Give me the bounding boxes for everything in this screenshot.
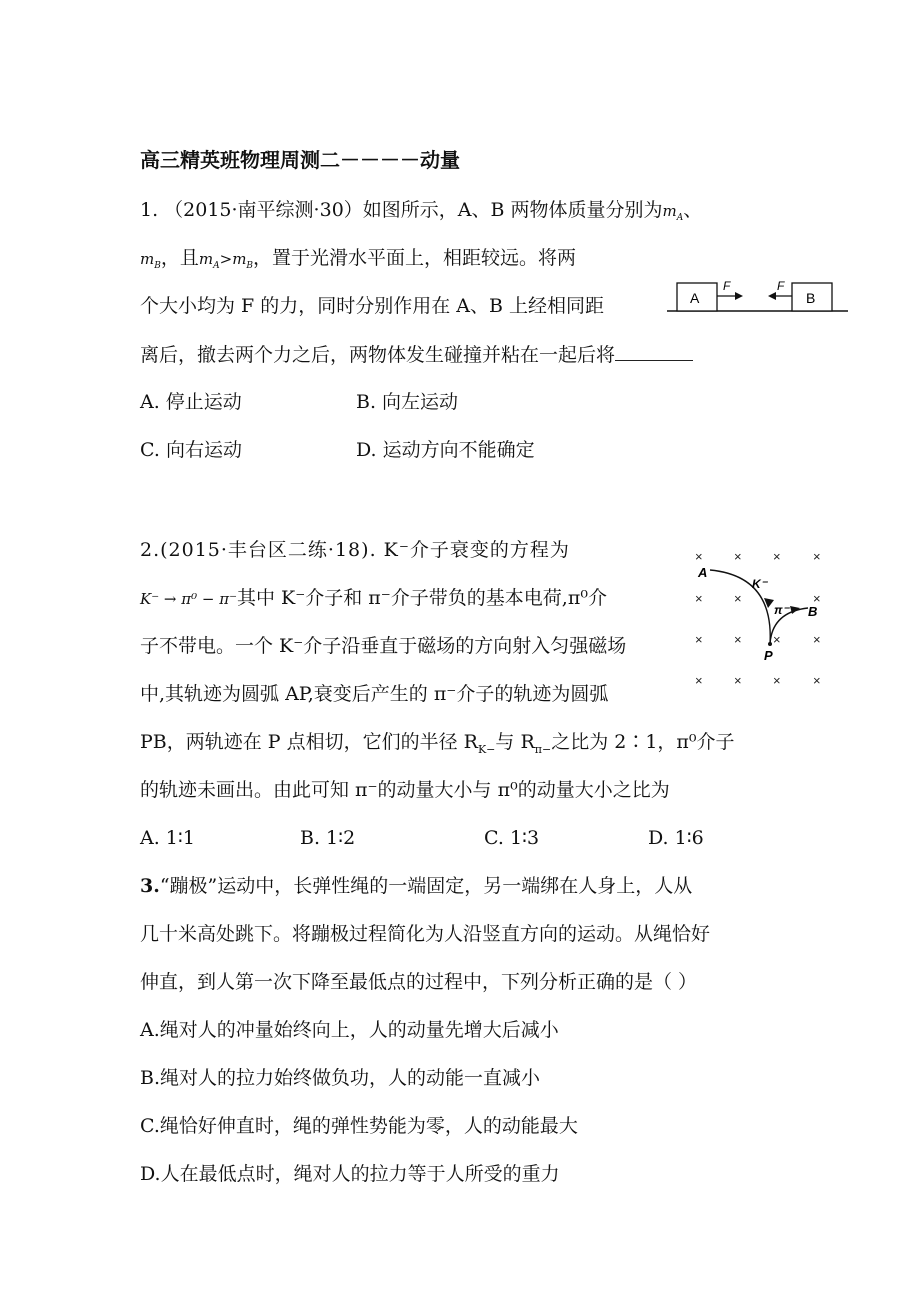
point-p-label: P bbox=[764, 648, 773, 663]
block-a-label: A bbox=[690, 290, 700, 306]
field-mark: × bbox=[734, 549, 742, 564]
field-mark: × bbox=[734, 673, 742, 688]
q3-line2: 几十米高处跳下。将蹦极过程简化为人沿竖直方向的运动。从绳恰好 bbox=[140, 923, 711, 945]
magnetic-field-figure bbox=[686, 540, 836, 690]
point-a-label: A bbox=[698, 565, 708, 580]
q1-line2: $m_B$，且$m_A>m_B$，置于光滑水平面上，相距较远。将两 bbox=[140, 247, 577, 271]
q2-line6: 的轨迹未画出。由此可知 π⁻的动量大小与 π⁰的动量大小之比为 bbox=[140, 779, 670, 801]
field-mark: × bbox=[813, 632, 821, 647]
q1-line3: 个大小均为 F 的力，同时分别作用在 A、B 上经相同距 bbox=[140, 295, 605, 317]
q2-option-b[interactable]: B. 1∶2 bbox=[300, 827, 356, 849]
q3-line3: 伸直，到人第一次下降至最低点的过程中，下列分析正确的是（ ） bbox=[140, 971, 698, 993]
q1-option-b[interactable]: B. 向左运动 bbox=[356, 391, 459, 413]
q3-line1: 3.“蹦极”运动中，长弹性绳的一端固定，另一端绑在人身上，人从 bbox=[140, 875, 693, 897]
force-b-arrowhead bbox=[768, 292, 776, 300]
field-mark: × bbox=[813, 591, 821, 606]
force-b-label: F bbox=[777, 279, 785, 293]
q2-line5: PB，两轨迹在 P 点相切，它们的半径 $R_{K-}$与 $R_{\pi-}$之比为 2∶1，π⁰介子 bbox=[140, 731, 735, 756]
field-mark: × bbox=[773, 673, 781, 688]
q3-number: 3. bbox=[140, 875, 160, 897]
field-mark: × bbox=[695, 549, 703, 564]
field-mark: × bbox=[773, 632, 781, 647]
q1-line1: 1. （2015·南平综测·30）如图所示，A、B 两物体质量分别为$m_A$、 bbox=[140, 199, 703, 223]
q1-option-d[interactable]: D. 运动方向不能确定 bbox=[356, 439, 535, 461]
field-mark: × bbox=[734, 632, 742, 647]
q1-mass-a: $m_A$ bbox=[662, 202, 684, 223]
q2-line1: 2.(2015·丰台区二练·18). K⁻介子衰变的方程为 bbox=[140, 539, 570, 561]
q1-line4: 离后，撤去两个力之后，两物体发生碰撞并粘在一起后将 bbox=[140, 340, 693, 369]
q2-option-c[interactable]: C. 1∶3 bbox=[484, 827, 540, 849]
q2-line2: K⁻ → π⁰ − π⁻其中 K⁻介子和 π⁻介子带负的基本电荷,π⁰介 bbox=[140, 587, 607, 609]
q2-option-d[interactable]: D. 1∶6 bbox=[648, 827, 704, 849]
point-b-label: B bbox=[808, 604, 818, 619]
force-a-arrowhead bbox=[735, 292, 743, 300]
blocks-figure bbox=[665, 276, 850, 318]
pion-label: π⁻ bbox=[774, 603, 789, 617]
point-p-dot bbox=[768, 642, 772, 646]
q2-line3: 子不带电。一个 K⁻介子沿垂直于磁场的方向射入匀强磁场 bbox=[140, 635, 627, 657]
field-mark: × bbox=[813, 673, 821, 688]
field-mark: × bbox=[695, 673, 703, 688]
kaon-label: K⁻ bbox=[752, 577, 767, 591]
q3-option-b[interactable]: B.绳对人的拉力始终做负功，人的动能一直减小 bbox=[140, 1067, 541, 1089]
q1-condition: $m_A>m_B$ bbox=[198, 250, 254, 271]
field-mark: × bbox=[734, 591, 742, 606]
q3-option-a[interactable]: A.绳对人的冲量始终向上，人的动量先增大后减小 bbox=[140, 1019, 559, 1041]
q3-option-d[interactable]: D.人在最低点时，绳对人的拉力等于人所受的重力 bbox=[140, 1163, 560, 1185]
block-b-label: B bbox=[806, 290, 816, 306]
field-mark: × bbox=[813, 549, 821, 564]
q1-mass-b: $m_B$ bbox=[140, 250, 161, 271]
field-mark: × bbox=[695, 591, 703, 606]
q2-line4: 中,其轨迹为圆弧 AP,衰变后产生的 π⁻介子的轨迹为圆弧 bbox=[140, 683, 609, 705]
field-mark: × bbox=[773, 549, 781, 564]
decay-equation: K⁻ → π⁰ − π⁻ bbox=[140, 590, 237, 608]
q1-option-a[interactable]: A. 停止运动 bbox=[140, 391, 242, 413]
answer-blank[interactable] bbox=[615, 340, 693, 361]
page-title: 高三精英班物理周测二－－－－动量 bbox=[140, 148, 460, 172]
q1-option-c[interactable]: C. 向右运动 bbox=[140, 439, 242, 461]
q3-option-c[interactable]: C.绳恰好伸直时，绳的弹性势能为零，人的动能最大 bbox=[140, 1115, 578, 1137]
force-a-label: F bbox=[723, 279, 731, 293]
field-mark: × bbox=[695, 632, 703, 647]
q1-text-1: 1. （2015·南平综测·30）如图所示，A、B 两物体质量分别为 bbox=[140, 199, 663, 221]
q2-option-a[interactable]: A. 1∶1 bbox=[140, 827, 195, 849]
